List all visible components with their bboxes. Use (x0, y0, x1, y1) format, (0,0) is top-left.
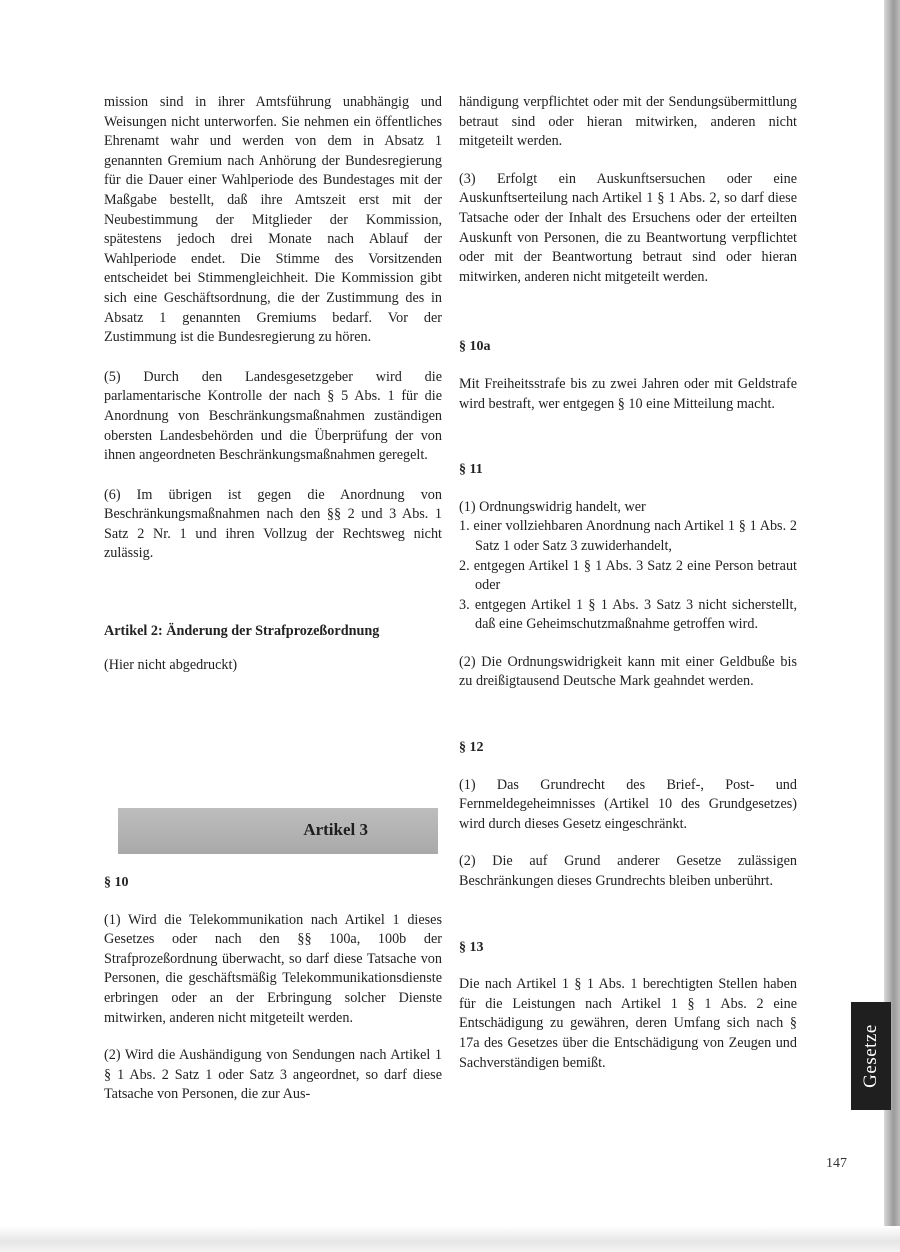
left-column-section-10 (104, 873, 442, 1105)
gesetze-tab-label: Gesetze (860, 1024, 881, 1088)
section-12-paragraph-1: (1) Das Grundrecht des Brief-, Post- und Fernmeldegeheimnisses (Artikel 10 des Grundgesetzes) wird durch dieses Gesetz eingeschränkt. (459, 776, 797, 832)
left-column (104, 93, 442, 675)
right-column (459, 93, 797, 1073)
paragraph-6: (6) Im übrigen ist gegen die Anordnung von Beschränkungsmaßnahmen nach den §§ 2 und 3 Abs. 1 Satz 2 Nr. 1 und ihren Vollzug der Rechtsweg nicht zulässig. (104, 486, 442, 562)
page-number: 147 (826, 1156, 847, 1171)
section-10-heading: § 10 (104, 875, 129, 890)
list-item: 2. entgegen Artikel 1 § 1 Abs. 3 Satz 2 eine Person betraut oder (459, 557, 797, 594)
list-item: 3. entgegen Artikel 1 § 1 Abs. 3 Satz 3 nicht sicherstellt, daß eine Geheimschutzmaßnahme getroffen wird. (459, 596, 797, 633)
section-10-paragraph-2: (2) Wird die Aushändigung von Sendungen nach Artikel 1 § 1 Abs. 2 Satz 1 oder Satz 3 angeordnet, so darf diese Tatsache von Personen, die zur Aus- (104, 1047, 442, 1103)
article-3-banner (118, 808, 438, 854)
section-11-list (459, 517, 797, 635)
article-2-note: (Hier nicht abgedruckt) (104, 656, 238, 673)
gesetze-tab (851, 1002, 891, 1110)
section-10-paragraph-1: (1) Wird die Telekommunikation nach Artikel 1 dieses Gesetzes oder nach den §§ 100a, 100b der Strafprozeßordnung überwacht, so darf diese Tatsache von Personen, die geschäftsmäßig Telekommunikationsdienste erbringen oder an der Erbringung solcher Dienste mitwirken, anderen nicht mitgeteilt werden. (104, 911, 442, 1026)
page-bottom-shadow (0, 1226, 900, 1252)
article-2-heading: Artikel 2: Änderung der Strafprozeßordnung (104, 623, 380, 640)
section-11-paragraph-2: (2) Die Ordnungswidrigkeit kann mit einer Geldbuße bis zu dreißigtausend Deutsche Mark geahndet werden. (459, 653, 797, 690)
list-item: 1. einer vollziehbaren Anordnung nach Artikel 1 § 1 Abs. 2 Satz 1 oder Satz 3 zuwiderhandelt, (459, 518, 797, 554)
section-10a-heading: § 10a (459, 339, 491, 355)
paragraph-5: (5) Durch den Landesgesetzgeber wird die parlamentarische Kontrolle der nach § 5 Abs. 1 für die Anordnung von Beschränkungsmaßnahmen zuständigen obersten Landesbehörden und die Überprüfung der von ihnen angeordneten Beschränkungsmaßnahmen geregelt. (104, 368, 442, 464)
section-11-intro: (1) Ordnungswidrig handelt, wer (459, 498, 646, 515)
section-12-paragraph-2: (2) Die auf Grund anderer Gesetze zulässigen Beschränkungen dieses Grundrechts bleiben unberührt. (459, 853, 797, 890)
section-10a-paragraph: Mit Freiheitsstrafe bis zu zwei Jahren oder mit Geldstrafe wird bestraft, wer entgegen § 10 eine Mitteilung macht. (459, 375, 797, 412)
section-13-heading: § 13 (459, 939, 484, 955)
paragraph-commission: mission sind in ihrer Amtsführung unabhängig und Weisungen nicht unterworfen. Sie nehmen ein öffentliches Ehrenamt wahr und werden von dem in Absatz 1 genannten Gremium nach Anhörung der Bundesregierung für die Dauer einer Wahlperiode des Bundestages mit der Maßgabe bestellt, daß ihre Amtszeit erst mit der Neubestimmung der Mitglieder der Kommission, spätestens jedoch drei Monate nach Ablauf der Wahlperiode endet. Die Stimme des Vorsitzenden entscheidet bei Stimmengleichheit. Die Kommission gibt sich eine Geschäftsordnung, die der Zustimmung des in Absatz 1 genannten Gremiums bedarf. Vor der Zustimmung ist die Bundesregierung zu hören. (104, 94, 442, 346)
section-11-heading: § 11 (459, 462, 483, 478)
article-3-title: Artikel 3 (303, 820, 368, 839)
section-12-heading: § 12 (459, 740, 484, 756)
section-13-paragraph: Die nach Artikel 1 § 1 Abs. 1 berechtigten Stellen haben für die Leistungen nach Artikel 1 § 1 Abs. 2 eine Entschädigung zu gewähren, deren Umfang sich nach § 17a des Gesetzes über die Entschädigung von Zeugen und Sachverständigen bemißt. (459, 976, 797, 1071)
section-10-paragraph-3: (3) Erfolgt ein Auskunftsersuchen oder eine Auskunftserteilung nach Artikel 1 § 1 Abs. 2, so darf diese Tatsache oder der Inhalt des Ersuchens oder der erteilten Auskunft von Personen, die zu Beantwortung verpflichtet oder mit der Beantwortung betraut sind oder hieran mitwirken, anderen nicht mitgeteilt werden. (459, 170, 797, 285)
section-10-paragraph-2-continued: händigung verpflichtet oder mit der Sendungsübermittlung betraut sind oder hieran mitwirken, anderen nicht mitgeteilt werden. (459, 94, 797, 150)
